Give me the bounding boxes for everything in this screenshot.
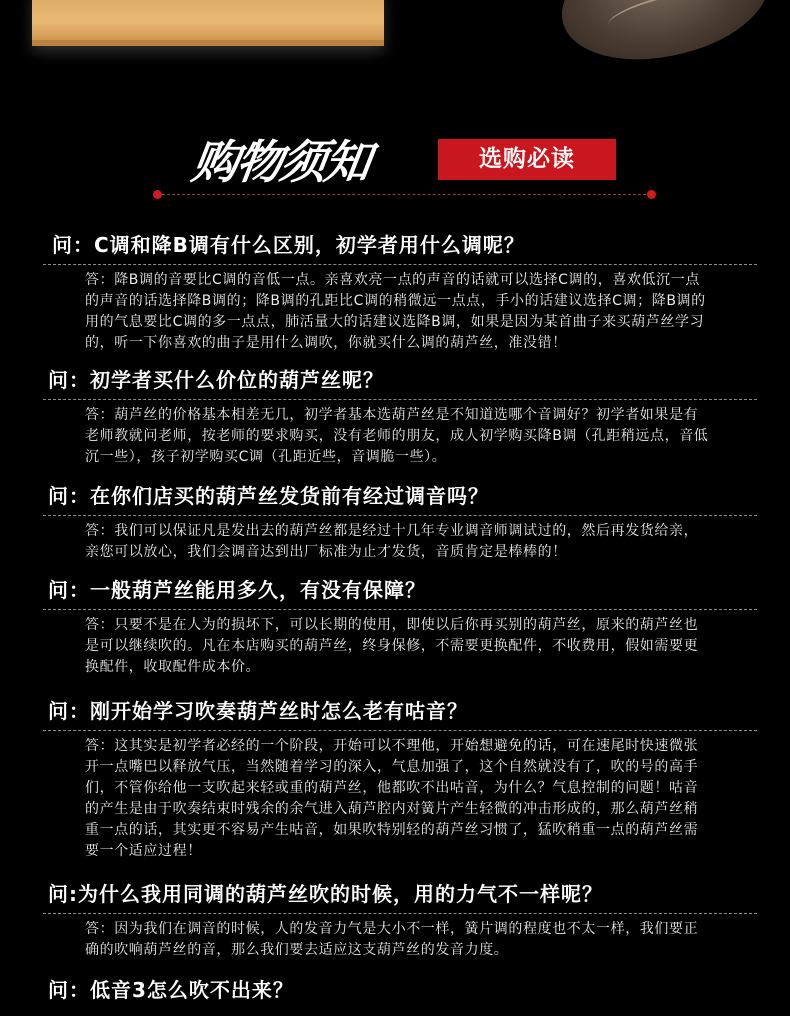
question-divider [43, 399, 757, 400]
question-divider [43, 515, 757, 516]
faq-item [0, 877, 790, 961]
question-divider [43, 264, 757, 265]
faq-question: 问:为什么我用同调的葫芦丝吹的时候，用的力气不一样呢？ [48, 882, 603, 906]
faq-question: 问：刚开始学习吹奏葫芦丝时怎么老有咕音？ [48, 699, 468, 723]
faq-answer: 答：只要不是在人为的损坏下，可以长期的使用，即使以后你再买别的葫芦丝，原来的葫芦丝也是可以继续吹的。凡在本店购买的葫芦丝，终身保修，不需要更换配件，不收费用，假如需要更换配件，收取配件成本价。 [85, 617, 699, 675]
faq-list [0, 228, 790, 1007]
faq-item [0, 973, 790, 1007]
faq-question: 问：初学者买什么价位的葫芦丝呢？ [48, 368, 384, 392]
faq-answer: 答：因为我们在调音的时候，人的发音力气是大小不一样，簧片调的程度也不太一样，我们要正确的吹响葫芦丝的音，那么我们要去适应这支葫芦丝的发音力度。 [85, 921, 699, 958]
section-header [0, 120, 790, 210]
hulusi-instrument-image [549, 0, 781, 80]
page-title: 购物须知 [188, 135, 373, 189]
question-divider [43, 730, 757, 731]
faq-answer: 答：我们可以保证凡是发出去的葫芦丝都是经过十几年专业调音师调试过的，然后再发货给亲，亲您可以放心，我们会调音达到出厂标准为止才发货，音质肯定是棒棒的！ [85, 523, 699, 560]
faq-item [0, 228, 790, 354]
gift-box-image [32, 0, 384, 46]
faq-answer: 答：降B调的音要比C调的音低一点。亲喜欢亮一点的声音的话就可以选择C调的，喜欢低沉一点的声音的话选择降B调的；降B调的孔距比C调的稍微远一点点，手小的话建议选择C调；降B调的用的气息要比C调的多一点点，肺活量大的话建议选降B调，如果是因为某首曲子来买葫芦丝学习的，听一下你喜欢的曲子是用什么调吹，你就买什么调的葫芦丝，准没错！ [85, 272, 706, 351]
faq-question: 问：在你们店买的葫芦丝发货前有经过调音吗？ [48, 484, 489, 508]
section-tag: 选购必读 [438, 139, 616, 180]
faq-answer: 答：这其实是初学者必经的一个阶段，开始可以不理他，开始想避免的话，可在速尾时快速微张开一点嘴巴以释放气压，当然随着学习的深入，气息加强了，这个自然就没有了，吹的号的高手们，不管你给他一支吹起来轻或重的葫芦丝，他都吹不出咕音，为什么？气息控制的问题！咕音的产生是由于吹奏结束时残余的余气进入葫芦腔内对簧片产生轻微的冲击形成的，那么葫芦丝稍重一点的话，其实更不容易产生咕音，如果吹特别轻的葫芦丝习惯了，猛吹稍重一点的葫芦丝需要一个适应过程！ [85, 738, 699, 859]
faq-item [0, 573, 790, 678]
faq-answer: 答：葫芦丝的价格基本相差无几，初学者基本选葫芦丝是不知道选哪个音调好？初学者如果是有老师教就问老师，按老师的要求购买，没有老师的朋友，成人初学购买降B调（孔距稍远点，音低沉一些），孩子初学购买C调（孔距近些，音调脆一些）。 [85, 407, 709, 465]
faq-item [0, 479, 790, 563]
question-divider [43, 609, 757, 610]
faq-question: 问：低音3怎么吹不出来？ [48, 978, 294, 1002]
faq-question: 问：C调和降B调有什么区别，初学者用什么调呢？ [52, 233, 525, 257]
faq-question: 问：一般葫芦丝能用多久，有没有保障？ [48, 578, 426, 602]
divider-dot-right [647, 190, 656, 199]
header-divider [157, 194, 651, 195]
question-divider [43, 913, 757, 914]
faq-item [0, 694, 790, 862]
faq-item [0, 363, 790, 468]
product-photo-strip [0, 0, 790, 80]
